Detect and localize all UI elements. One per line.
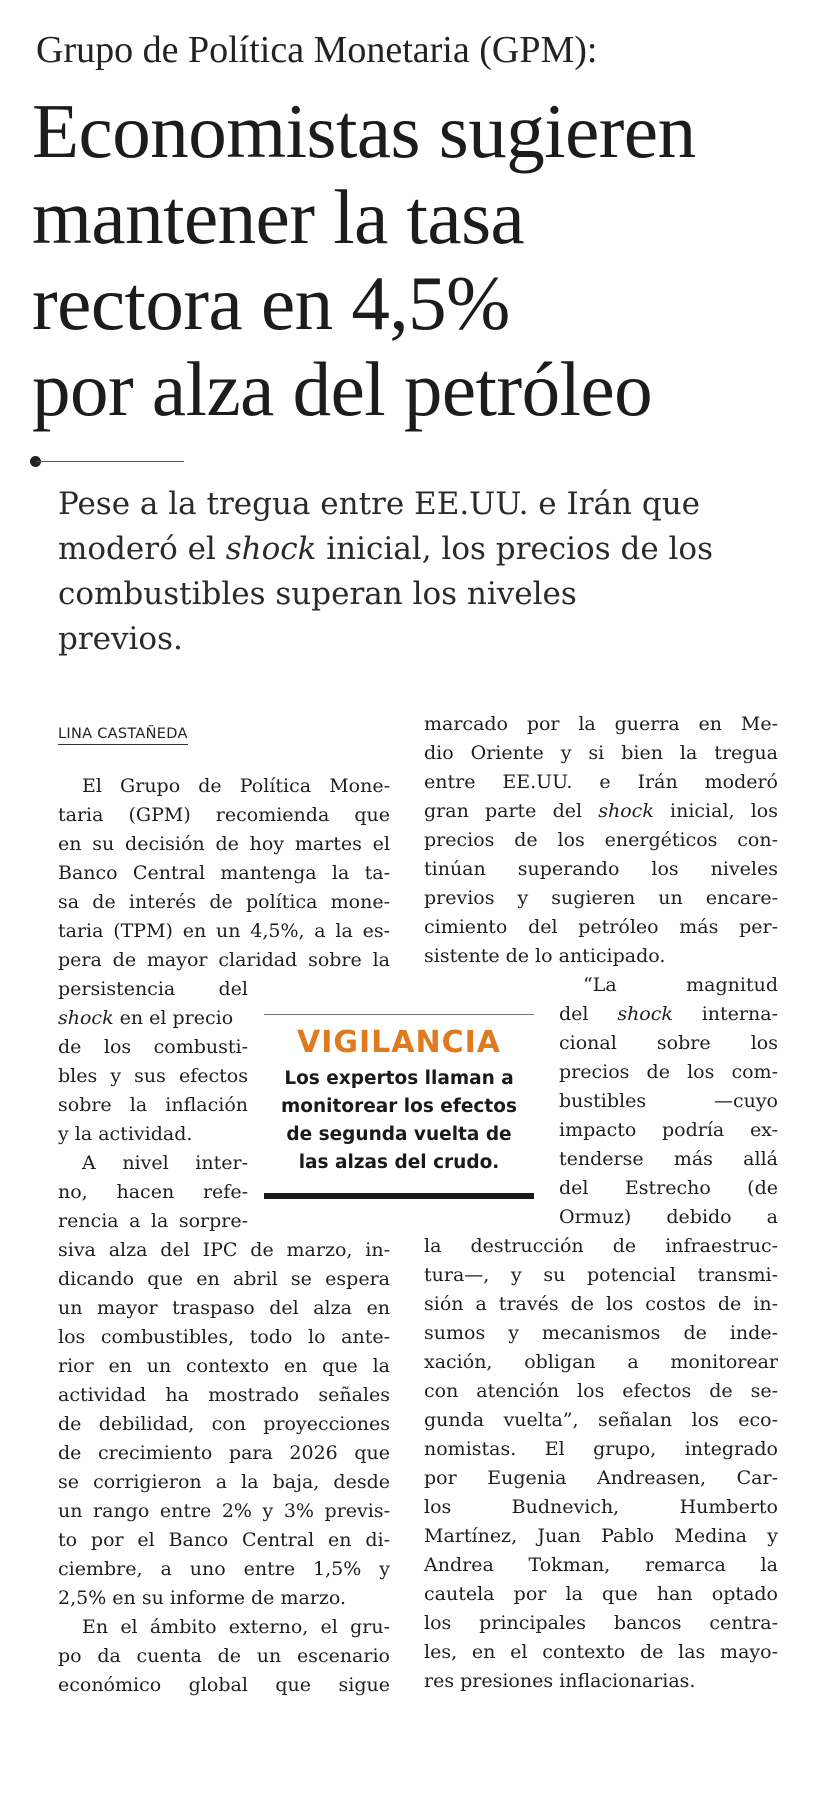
deck-line (58, 527, 798, 572)
callout-line: Los expertos llaman a (284, 1068, 514, 1089)
text-emphasis: shock (598, 800, 654, 822)
text-line: cimiento del petróleo más per- (424, 916, 778, 938)
text-line: un mayor traspaso del alza en (58, 1297, 390, 1319)
deck-text: inicial, los precios de los (316, 531, 714, 567)
headline-line: Economistas sugieren (32, 88, 696, 174)
text-line: pera de mayor claridad sobre la (58, 949, 390, 971)
text-line: bustibles —cuyo (559, 1090, 778, 1112)
rule-line (36, 461, 184, 462)
text-line: la destrucción de infraestruc- (424, 1235, 778, 1257)
headline (32, 88, 802, 432)
text-line: res presiones inflacionarias. (424, 1670, 696, 1692)
deck-line: combustibles superan los niveles (58, 576, 577, 612)
byline: LINA CASTAÑEDA (58, 726, 188, 745)
headline-line: mantener la tasa (32, 174, 525, 260)
text-line: tinúan superando los niveles (424, 858, 778, 880)
text-segment: inicial, los (653, 800, 778, 822)
deck-line: previos. (58, 621, 183, 657)
text-line: sión a través de los costos de in- (424, 1293, 778, 1315)
text-line: de debilidad, con proyecciones (58, 1413, 390, 1435)
text-line: de los combusti- (58, 1036, 248, 1058)
text-line: “La magnitud (583, 974, 778, 996)
deck-line: Pese a la tregua entre EE.UU. e Irán que (58, 486, 701, 522)
text-line: sa de interés de política mone- (58, 891, 390, 913)
text-line: gunda vuelta”, señalan los eco- (424, 1409, 778, 1431)
text-line: to por el Banco Central en di- (58, 1529, 390, 1551)
text-line (559, 1000, 778, 1029)
left-column (58, 772, 390, 1700)
text-line: sobre la inflación (58, 1094, 248, 1116)
text-line: taria (GPM) recomienda que (58, 804, 390, 826)
text-line: no, hacen refe- (58, 1181, 248, 1203)
text-line: sumos y mecanismos de inde- (424, 1322, 778, 1344)
text-line: dicando que en abril se espera (58, 1268, 390, 1290)
text-line: Martínez, Juan Pablo Medina y (424, 1525, 778, 1547)
text-line: bles y sus efectos (58, 1065, 248, 1087)
text-segment: del (559, 1003, 618, 1025)
text-line: marcado por la guerra en Me- (424, 713, 778, 735)
callout-body (264, 1065, 534, 1177)
text-line: económico global que sigue (58, 1674, 390, 1696)
text-line: po da cuenta de un escenario (58, 1645, 390, 1667)
callout-box (264, 1014, 534, 1199)
text-line: cautela por la que han optado (424, 1583, 778, 1605)
text-line: se corrigieron a la baja, desde (58, 1471, 390, 1493)
text-line (424, 797, 778, 826)
text-line: xación, obligan a monitorear (424, 1351, 778, 1373)
callout-line: de segunda vuelta de (286, 1124, 512, 1145)
text-line: impacto podría ex- (559, 1119, 778, 1141)
text-line: tura—, y su potencial transmi- (424, 1264, 778, 1286)
kicker: Grupo de Política Monetaria (GPM): (36, 29, 598, 71)
text-line: ciembre, a uno entre 1,5% y (58, 1558, 390, 1580)
text-segment: en el precio (113, 1007, 234, 1029)
text-line: En el ámbito externo, el gru- (82, 1616, 390, 1638)
text-line: con atención los efectos de se- (424, 1380, 778, 1402)
text-line: Andrea Tokman, remarca la (424, 1554, 778, 1576)
text-line (58, 1004, 248, 1033)
deck-emphasis: shock (225, 531, 317, 567)
text-line: les, en el contexto de las mayo- (424, 1641, 778, 1663)
deck (58, 482, 798, 662)
text-line: cional sobre los (559, 1032, 778, 1054)
text-line: previos y sugieren un encare- (424, 887, 778, 909)
headline-line: rectora en 4,5% (32, 260, 510, 346)
text-line: del Estrecho (de (559, 1177, 778, 1199)
text-line: entre EE.UU. e Irán moderó (424, 771, 778, 793)
text-line: y la actividad. (58, 1123, 193, 1145)
text-line: tenderse más allá (559, 1148, 778, 1170)
text-line: los principales bancos centra- (424, 1612, 778, 1634)
deck-text: moderó el (58, 531, 226, 567)
text-line: precios de los com- (559, 1061, 778, 1083)
text-line: Ormuz) debido a (559, 1206, 778, 1228)
text-line: los combustibles, todo lo ante- (58, 1326, 390, 1348)
text-segment: gran parte del (424, 800, 599, 822)
text-line: un rango entre 2% y 3% previs- (58, 1500, 390, 1522)
text-line: nomistas. El grupo, integrado (424, 1438, 778, 1460)
text-emphasis: shock (617, 1003, 673, 1025)
text-line: sistente de lo anticipado. (424, 945, 666, 967)
text-line: precios de los energéticos con- (424, 829, 778, 851)
text-line: 2,5% en su informe de marzo. (58, 1587, 347, 1609)
callout-line: monitorear los efectos (281, 1096, 517, 1117)
text-line: dio Oriente y si bien la tregua (424, 742, 778, 764)
text-line: Banco Central mantenga la ta- (58, 862, 390, 884)
text-line: rencia a la sorpre- (58, 1210, 248, 1232)
text-line: taria (TPM) en un 4,5%, a la es- (58, 920, 390, 942)
text-line: A nivel inter- (82, 1152, 248, 1174)
text-line: rior en un contexto en que la (58, 1355, 390, 1377)
text-emphasis: shock (58, 1007, 114, 1029)
text-line: en su decisión de hoy martes el (58, 833, 390, 855)
callout-line: las alzas del crudo. (298, 1152, 500, 1173)
text-line: El Grupo de Política Mone- (82, 775, 390, 797)
text-segment: interna- (672, 1003, 778, 1025)
callout-title: VIGILANCIA (296, 1025, 501, 1060)
right-column (424, 710, 778, 1696)
text-line: por Eugenia Andreasen, Car- (424, 1467, 778, 1489)
headline-line: por alza del petróleo (32, 346, 653, 432)
text-line: siva alza del IPC de marzo, in- (58, 1239, 390, 1261)
text-line: actividad ha mostrado señales (58, 1384, 390, 1406)
text-line: de crecimiento para 2026 que (58, 1442, 390, 1464)
text-line: los Budnevich, Humberto (424, 1496, 778, 1518)
text-line: persistencia del (58, 978, 248, 1000)
